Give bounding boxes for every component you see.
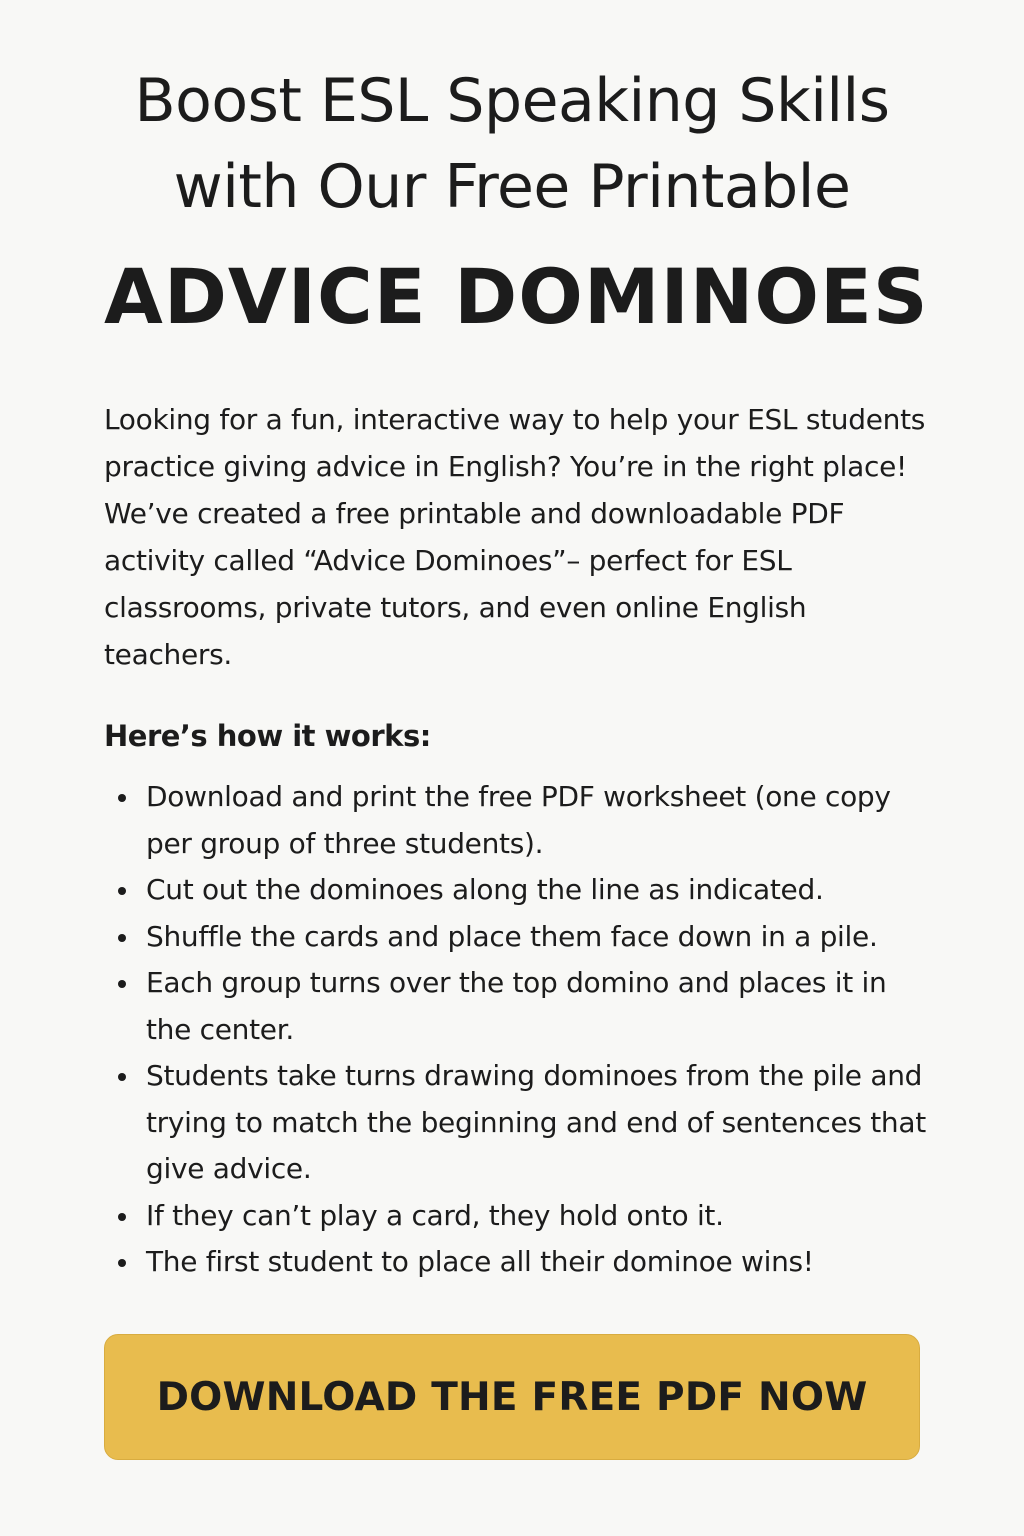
step-text: If they can’t play a card, they hold onto it. [146,1198,724,1232]
bullet-icon [118,1073,126,1081]
bullet-icon [118,794,126,802]
step-text: Download and print the free PDF worksheet (one copy per group of three students). [146,780,891,860]
step-text: Students take turns drawing dominoes from the pile and trying to match the beginning and end of sentences that give advice. [146,1059,926,1185]
intro-paragraph: Looking for a fun, interactive way to help your ESL students practice giving advice in English? You’re in the right place! We’ve created a free printable and downloadable PDF activity called “Advice Dominoes”– perfect for ESL classrooms, private tutors, and even online English teachers. [104,403,926,671]
step-text: The first student to place all their dominoe wins! [146,1245,814,1278]
list-item [104,960,934,1053]
steps-list [104,774,934,1286]
step-text: Shuffle the cards and place them face down in a pile. [146,919,878,953]
bullet-icon [118,980,126,988]
title-line-2: with Our Free Printable [173,152,851,222]
step-text: Cut out the dominoes along the line as indicated. [146,873,824,906]
bullet-icon [118,887,126,895]
list-item [104,774,934,867]
list-item [104,867,934,914]
step-text: Each group turns over the top domino and places it in the center. [146,966,887,1046]
list-item [104,1053,934,1193]
list-item [104,914,934,961]
title-line-1: Boost ESL Speaking Skills [134,66,890,136]
page-title: ADVICE DOMINOES [104,252,929,341]
how-it-works-heading: Here’s how it works: [104,719,431,753]
list-item [104,1239,934,1286]
bullet-icon [118,1213,126,1221]
download-pdf-button[interactable]: DOWNLOAD THE FREE PDF NOW [104,1334,920,1460]
bullet-icon [118,934,126,942]
list-item [104,1193,934,1240]
bullet-icon [118,1259,126,1267]
